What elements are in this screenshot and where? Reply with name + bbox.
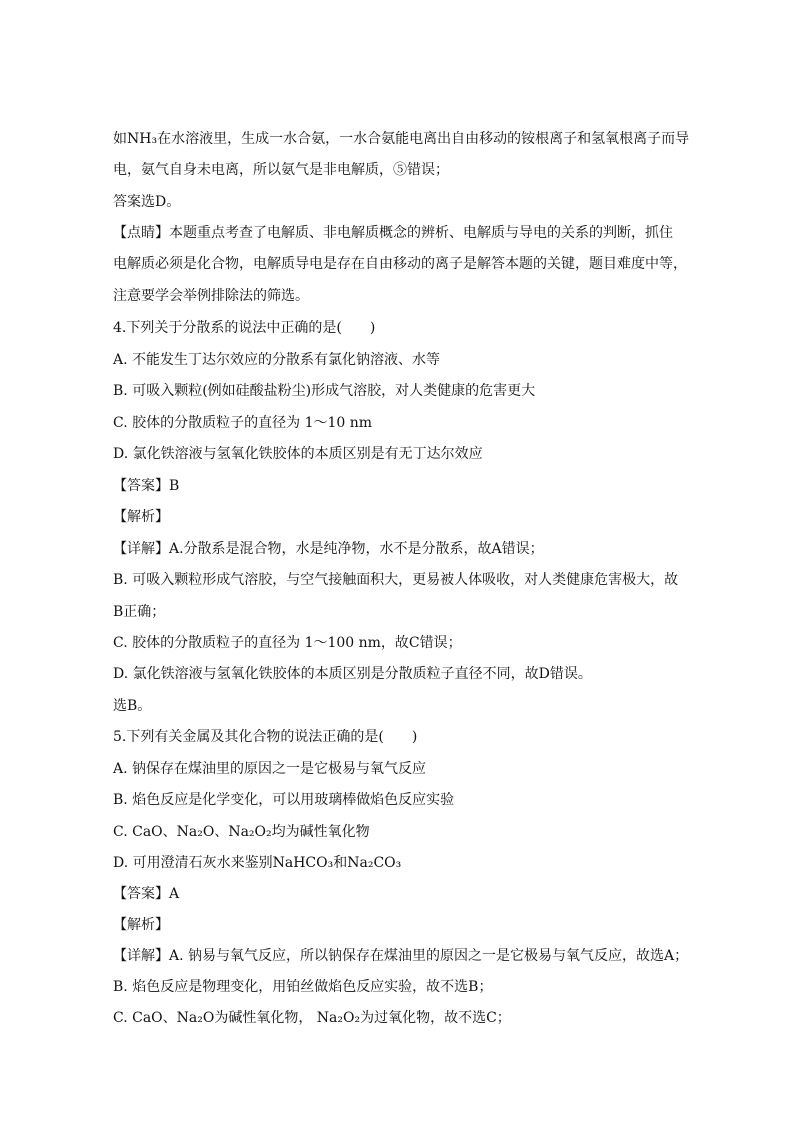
answer-line: 答案选D。 <box>113 194 181 210</box>
text-line: 电解质必须是化合物，电解质导电是存在自由移动的离子是解答本题的关键，题目难度中等， <box>113 256 687 272</box>
explanation-line: B正确； <box>113 604 166 620</box>
explanation-line: C. CaO、Na₂O为碱性氧化物， Na₂O₂为过氧化物，故不选C； <box>113 1010 511 1026</box>
text-line: 注意要学会举例排除法的筛选。 <box>113 288 309 304</box>
note-line: 【点睛】本题重点考查了电解质、非电解质概念的辨析、电解质与导电的关系的判断，抓住 <box>113 225 673 241</box>
option-d: D. 氯化铁溶液与氢氧化铁胶体的本质区别是有无丁达尔效应 <box>113 446 483 462</box>
text-line: 电，氨气自身未电离，所以氨气是非电解质，⑤错误； <box>113 162 449 178</box>
answer-line: 选B。 <box>113 698 152 714</box>
option-c: C. CaO、Na₂O、Na₂O₂均为碱性氧化物 <box>113 824 370 840</box>
analysis-label: 【解析】 <box>113 509 169 525</box>
explanation-line: 【详解】A.分散系是混合物，水是纯净物，水不是分散系，故A错误； <box>113 541 544 557</box>
option-a: A. 钠保存在煤油里的原因之一是它极易与氧气反应 <box>113 761 427 777</box>
question-5-title: 5.下列有关金属及其化合物的说法正确的是( ) <box>113 729 418 745</box>
explanation-line: 【详解】A. 钠易与氧气反应，所以钠保存在煤油里的原因之一是它极易与氧气反应，故选A； <box>113 948 689 964</box>
answer-label: 【答案】B <box>113 478 180 494</box>
option-b: B. 焰色反应是化学变化，可以用玻璃棒做焰色反应实验 <box>113 792 455 808</box>
option-b: B. 可吸入颗粒(例如硅酸盐粉尘)形成气溶胶，对人类健康的危害更大 <box>113 383 536 399</box>
text-line: 如NH₃在水溶液里，生成一水合氨，一水合氨能电离出自由移动的铵根离子和氢氧根离子而导 <box>113 131 690 147</box>
option-c: C. 胶体的分散质粒子的直径为 1～10 nm <box>113 415 373 431</box>
question-4-title: 4.下列关于分散系的说法中正确的是( ) <box>113 320 376 336</box>
option-a: A. 不能发生丁达尔效应的分散系有氯化钠溶液、水等 <box>113 352 441 368</box>
explanation-line: B. 可吸入颗粒形成气溶胶，与空气接触面积大，更易被人体吸收，对人类健康危害极大，故 <box>113 572 679 588</box>
answer-label: 【答案】A <box>113 886 180 902</box>
option-d: D. 可用澄清石灰水来鉴别NaHCO₃和Na₂CO₃ <box>113 855 402 871</box>
explanation-line: B. 焰色反应是物理变化，用铂丝做焰色反应实验，故不选B； <box>113 979 493 995</box>
explanation-line: D. 氯化铁溶液与氢氧化铁胶体的本质区别是分散质粒子直径不同，故D错误。 <box>113 666 592 682</box>
explanation-line: C. 胶体的分散质粒子的直径为 1～100 nm，故C错误； <box>113 635 462 651</box>
analysis-label: 【解析】 <box>113 917 169 933</box>
